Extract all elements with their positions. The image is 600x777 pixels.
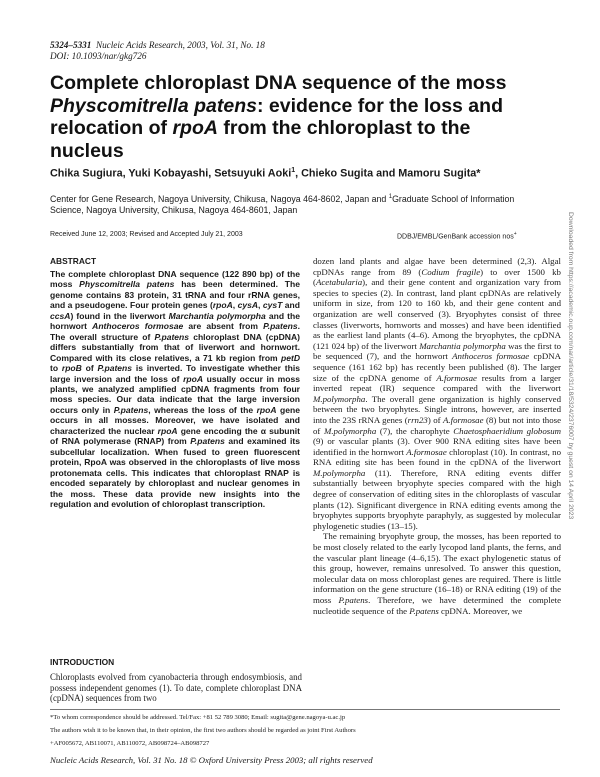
footnote-correspondence: *To whom correspondence should be addressed. Tel/Fax: +81 52 789 3080; Email: sugita@gene.nagoya-u.ac.jp bbox=[50, 714, 346, 721]
ddbj-sup: + bbox=[513, 231, 517, 237]
abstract-body: The complete chloroplast DNA sequence (122 890 bp) of the moss Physcomitrella patens has been determined. The genome contains 83 protein, 31 tRNA and four rRNA genes, and a pseudogene. Four protein genes (rpoA, cysA, cysT and ccsA) found in the liverwort Marchantia polymorpha and the hornwort Anthoceros formosae are absent from P.patens. The overall structure of P.patens chloroplast DNA (cpDNA) differs substantially from that of liverwort and hornwort. Compared with its close relatives, a 71 kb region from petD to rpoB of P.patens is inverted. To investigate whether this large inversion and the loss of rpoA usually occur in moss plants, we analyzed amplified cpDNA fragments from four moss species. Our data indicate that the large inversion occurs only in P.patens, whereas the loss of the rpoA gene occurs in all mosses. Moreover, we have isolated and characterized the nuclear rpoA gene encoding the α subunit of RNA polymerase (RNAP) from P.patens and examined its subcellular localization. When fused to green fluorescent protein, RpoA was observed in the chloroplasts of live moss protonemata cells. This indicates that chloroplast RNAP is encoded separately by chloroplast and nuclear genomes in the moss. These data provide new insights into the regulation and evolution of chloroplast transcription. bbox=[50, 269, 301, 509]
introduction-heading: INTRODUCTION bbox=[50, 657, 115, 667]
title-italic-species: Physcomitrella patens bbox=[50, 94, 257, 117]
affiliation-1: Center for Gene Research, Nagoya University, Chikusa, Nagoya 464-8602, Japan and bbox=[50, 193, 389, 204]
right-column-body: dozen land plants and algae have been determined (2,3). Algal cpDNAs range from 89 (Codium fragile) to over 1500 kb (Acetabularia), and their gene content and organization vary from species to species (2). In contrast, land plant cpDNAs are relatively uniform in size, from 120 to 160 kb, and their gene content and organization are well conserved (3). Bryophytes consist of three classes (liverworts, hornworts and mosses) and have been identified as the earliest land plants (4–6). Among the bryophytes, the cpDNA (121 024 bp) of the liverwort Marchantia polymorpha was the first to be sequenced (7), and the hornwort Anthoceros formosae cpDNA sequence (161 162 bp) has recently been published (8). The larger size of the cpDNA genome of A.formosae results from a larger inverted repeat (IR) sequence compared with the liverwort M.polymorpha. The overall gene organization is highly conserved between the two bryophytes. Single introns, however, are inserted into the 23S rRNA genes (rrn23) of A.formosae (8) but not into those of M.polymorpha (7), the charophyte Chaetosphaeridium globosum (9) or vascular plants (3). Over 900 RNA editing sites have been identified in the hornwort A.formosae chloroplast (10). In contrast, no RNA editing site has been found in the cpDNA of the liverwort M.polymorpha (11). Therefore, RNA editing events differ substantially between bryophyte species compared with the high degree of conservation of editing sites in the chloroplasts of vascular plants (12). Significant divergence in RNA editing events among the bryophytes supports bryophyte paraphyly, as suggested by molecular phylogenetic studies (13–15). The remaining bryophyte group, the mosses, has been reported to be most closely related to the early lycopod land plants, the ferns, and the vascular plant lineage (4–6,15). The exact phylogenetic status of this group, however, remains unresolved. To answer this question, molecular data on moss chloroplast genes are required. There is little information on the gene structure (16–18) or RNA editing (19) of the moss P.patens. Therefore, we have determined the complete nucleotide sequence of the P.patens cpDNA. Moreover, we bbox=[313, 256, 561, 616]
footnote-accessions: +AF005672, AB110071, AB110072, AB098724–AB098727 bbox=[50, 740, 210, 747]
title-line-1: Complete chloroplast DNA sequence of the moss bbox=[50, 72, 507, 94]
title-line-3-b: from the chloroplast to the bbox=[217, 117, 471, 139]
affiliation-2: Graduate School of Information Science, Nagoya University, Chikusa, Nagoya 464-8601, Japan bbox=[50, 193, 515, 216]
journal-citation: Nucleic Acids Research, 2003, Vol. 31, No. 18 bbox=[95, 40, 265, 50]
introduction-body: Chloroplasts evolved from cyanobacteria through endosymbiosis, and possess independent genomes (1). To date, complete chloroplast DNA (cpDNA) sequences from two bbox=[50, 672, 302, 704]
title-line-4: nucleus bbox=[50, 139, 124, 162]
authors-part-2: , Chieko Sugita and Mamoru Sugita* bbox=[295, 167, 481, 180]
accession-numbers-label bbox=[397, 231, 517, 240]
affiliation bbox=[50, 192, 550, 217]
author-list bbox=[50, 167, 481, 180]
title-line-2 bbox=[50, 95, 520, 118]
title-line-3 bbox=[50, 117, 520, 140]
title-line-3-a: relocation of bbox=[50, 117, 173, 139]
received-dates: Received June 12, 2003; Revised and Accepted July 21, 2003 bbox=[50, 231, 243, 238]
download-watermark-text: Downloaded from https://academic.oup.com/nar/article/31/18/5324/2376007 by guest on 14 April 2023 bbox=[567, 212, 574, 520]
title-italic-gene: rpoA bbox=[172, 117, 218, 139]
page-range: 5324–5331 bbox=[50, 40, 92, 50]
journal-header bbox=[50, 40, 265, 62]
footnote-joint-authors: The authors wish it to be known that, in their opinion, the first two authors should be regarded as joint First Authors bbox=[50, 727, 356, 734]
abstract-heading: ABSTRACT bbox=[50, 256, 97, 266]
affiliation-sup: 1 bbox=[388, 194, 393, 200]
doi: DOI: 10.1093/nar/gkg726 bbox=[50, 51, 147, 61]
authors-part-1: Chika Sugiura, Yuki Kobayashi, Setsuyuki Aoki bbox=[50, 167, 292, 180]
download-watermark bbox=[567, 212, 582, 542]
author-affil-sup: 1 bbox=[291, 167, 296, 174]
footnote-rule bbox=[50, 709, 560, 710]
title-line-2-rest: : evidence for the loss and bbox=[257, 94, 503, 117]
ddbj-text: DDBJ/EMBL/GenBank accession nos bbox=[397, 233, 514, 241]
page-footer: Nucleic Acids Research, Vol. 31 No. 18 © Oxford University Press 2003; all rights reserved bbox=[50, 755, 373, 765]
article-title bbox=[50, 72, 520, 162]
